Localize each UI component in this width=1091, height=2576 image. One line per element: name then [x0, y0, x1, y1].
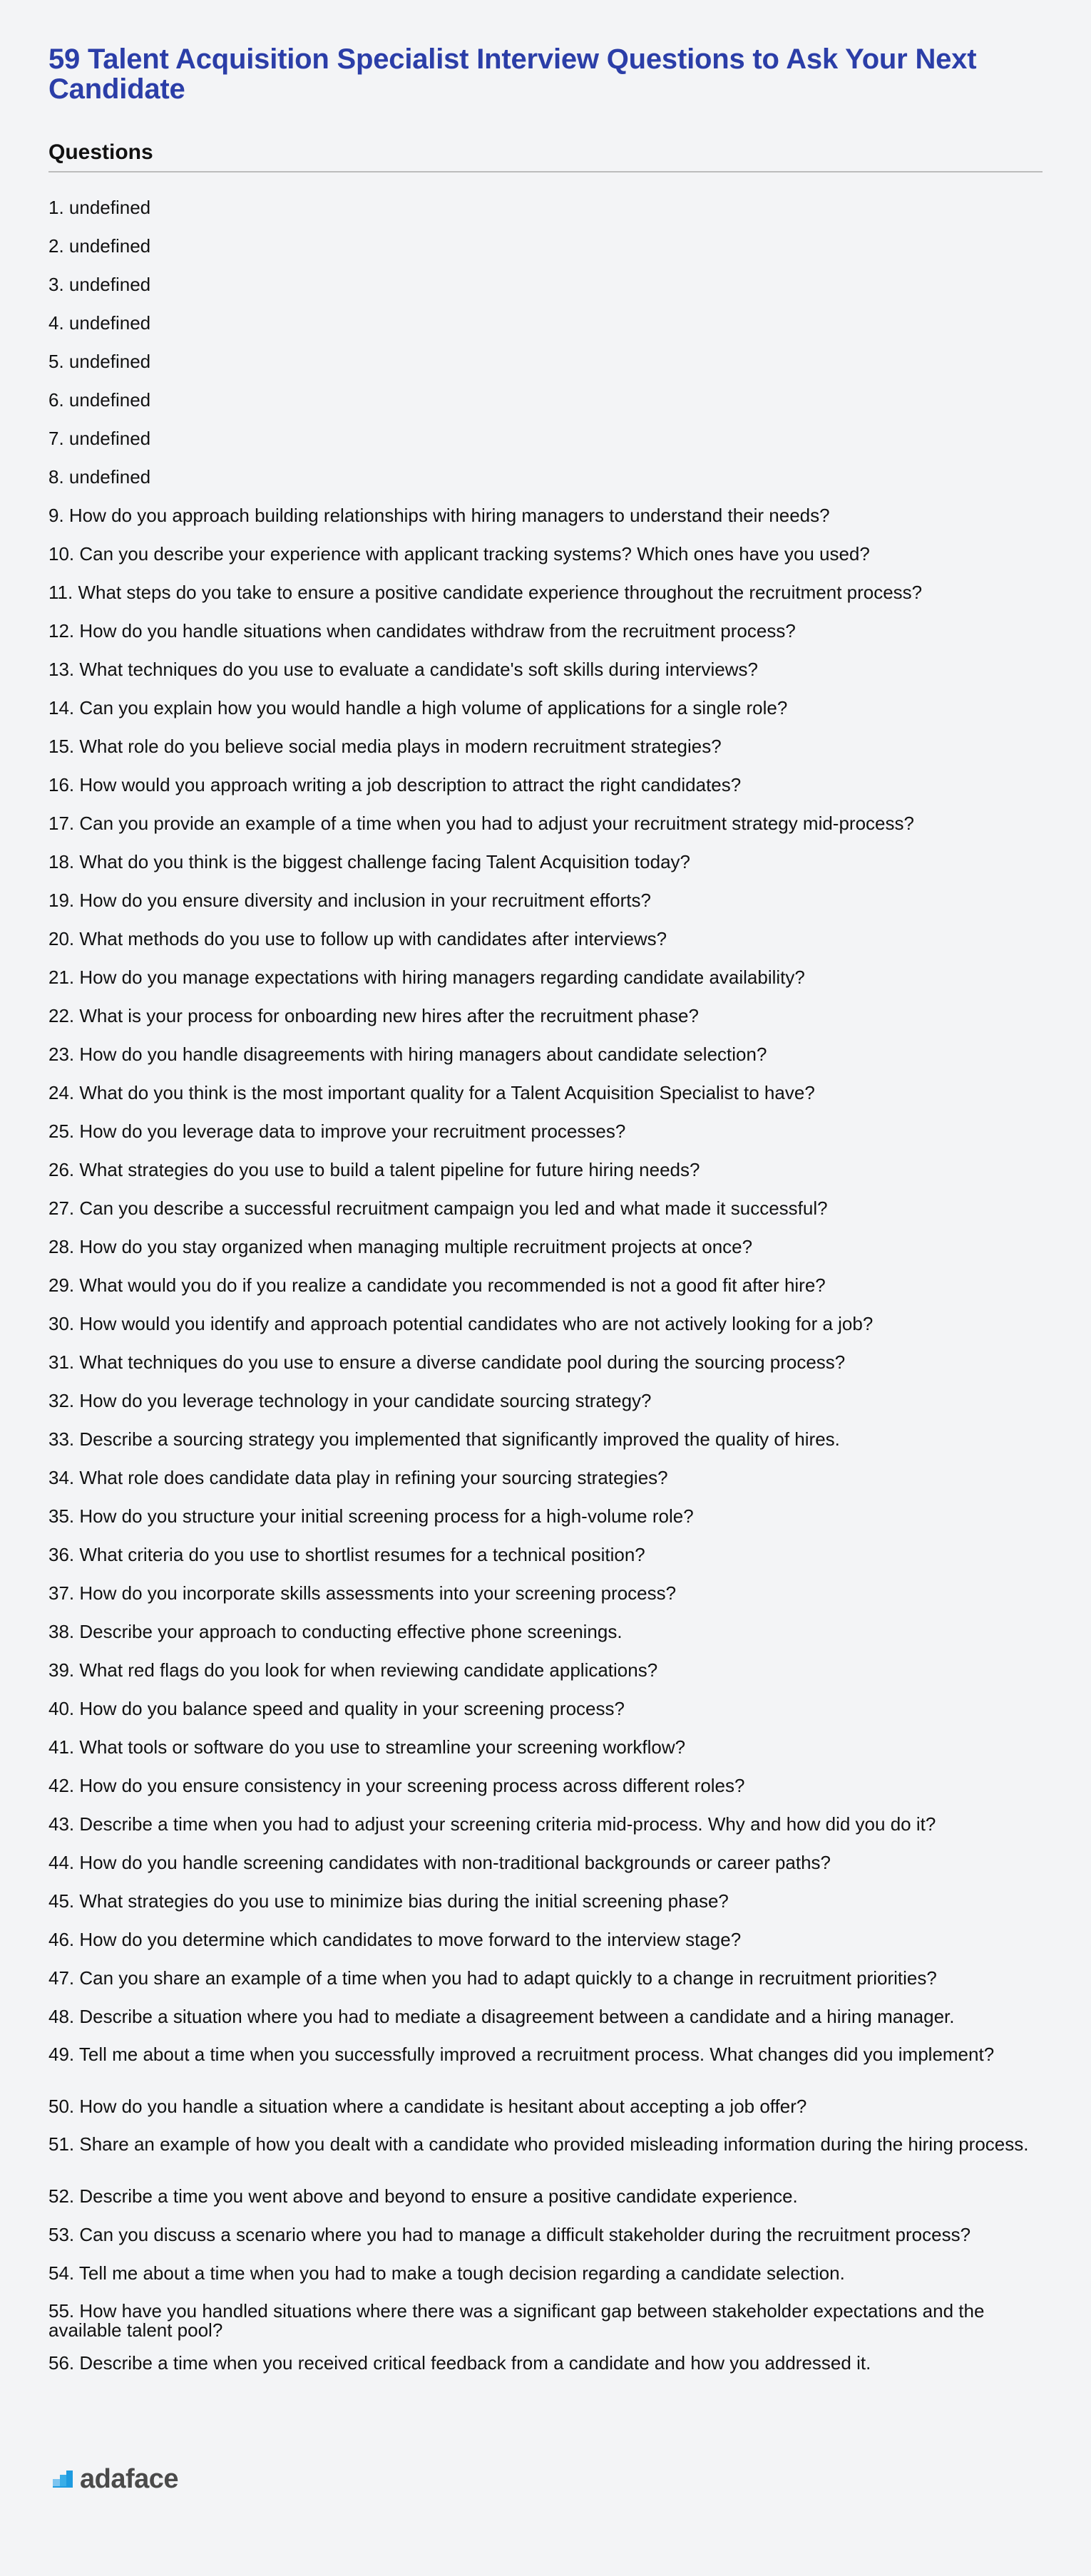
question-item: 24. What do you think is the most important quality for a Talent Acquisition Specialist to have? — [48, 1082, 815, 1103]
question-item: 9. How do you approach building relationships with hiring managers to understand their needs? — [48, 505, 830, 526]
question-item: 1. undefined — [48, 197, 151, 218]
question-item: 44. How do you handle screening candidates with non-traditional backgrounds or career paths? — [48, 1852, 831, 1873]
question-item: 15. What role do you believe social media plays in modern recruitment strategies? — [48, 736, 722, 757]
question-item: 5. undefined — [48, 351, 151, 372]
question-item: 29. What would you do if you realize a candidate you recommended is not a good fit after hire? — [48, 1274, 826, 1296]
question-item: 8. undefined — [48, 466, 151, 488]
question-item: 43. Describe a time when you had to adjust your screening criteria mid-process. Why and how did you do it? — [48, 1813, 936, 1835]
question-item: 42. How do you ensure consistency in your screening process across different roles? — [48, 1775, 745, 1796]
question-item: 36. What criteria do you use to shortlist resumes for a technical position? — [48, 1544, 645, 1565]
brand-name: adaface — [80, 2464, 179, 2494]
adaface-logo-icon — [53, 2469, 74, 2489]
question-item: 17. Can you provide an example of a time when you had to adjust your recruitment strategy mid-process? — [48, 813, 914, 834]
question-item: 33. Describe a sourcing strategy you implemented that significantly improved the quality of hires. — [48, 1428, 840, 1450]
question-item: 55. How have you handled situations where there was a significant gap between stakeholder expectations and the available talent pool? — [48, 2300, 985, 2341]
question-item: 6. undefined — [48, 389, 151, 411]
question-item: 20. What methods do you use to follow up with candidates after interviews? — [48, 928, 667, 949]
question-item: 28. How do you stay organized when managing multiple recruitment projects at once? — [48, 1236, 753, 1257]
question-item: 51. Share an example of how you dealt with a candidate who provided misleading information during the hiring process. — [48, 2133, 1029, 2155]
question-list — [48, 194, 1043, 2388]
question-item: 31. What techniques do you use to ensure a diverse candidate pool during the sourcing process? — [48, 1351, 846, 1373]
question-item: 23. How do you handle disagreements with hiring managers about candidate selection? — [48, 1044, 767, 1065]
question-item: 32. How do you leverage technology in your candidate sourcing strategy? — [48, 1390, 652, 1411]
question-item: 37. How do you incorporate skills assessments into your screening process? — [48, 1582, 677, 1604]
question-item: 52. Describe a time you went above and beyond to ensure a positive candidate experience. — [48, 2185, 798, 2207]
question-item: 40. How do you balance speed and quality in your screening process? — [48, 1698, 625, 1719]
question-item: 30. How would you identify and approach potential candidates who are not actively looking for a job? — [48, 1313, 874, 1334]
question-item: 50. How do you handle a situation where a candidate is hesitant about accepting a job offer? — [48, 2096, 807, 2117]
question-item: 49. Tell me about a time when you successfully improved a recruitment process. What changes did you implement? — [48, 2044, 995, 2065]
question-item: 41. What tools or software do you use to streamline your screening workflow? — [48, 1736, 686, 1758]
section-heading: Questions — [48, 140, 153, 164]
question-item: 34. What role does candidate data play in refining your sourcing strategies? — [48, 1467, 668, 1488]
question-item: 53. Can you discuss a scenario where you had to manage a difficult stakeholder during the recruitment process? — [48, 2224, 971, 2245]
question-item: 2. undefined — [48, 235, 151, 257]
question-item: 13. What techniques do you use to evaluate a candidate's soft skills during interviews? — [48, 659, 758, 680]
questions-page — [48, 44, 1043, 2388]
question-item: 56. Describe a time when you received critical feedback from a candidate and how you addressed it. — [48, 2352, 871, 2374]
question-item: 47. Can you share an example of a time when you had to adapt quickly to a change in recruitment priorities? — [48, 1967, 937, 1989]
question-item: 54. Tell me about a time when you had to make a tough decision regarding a candidate selection. — [48, 2262, 845, 2284]
question-item: 22. What is your process for onboarding new hires after the recruitment phase? — [48, 1005, 699, 1026]
question-item: 45. What strategies do you use to minimize bias during the initial screening phase? — [48, 1890, 729, 1912]
question-item: 10. Can you describe your experience with applicant tracking systems? Which ones have you used? — [48, 543, 870, 565]
page-title: 59 Talent Acquisition Specialist Interview Questions to Ask Your Next Candidate — [48, 43, 977, 105]
question-item: 19. How do you ensure diversity and inclusion in your recruitment efforts? — [48, 890, 651, 911]
question-item: 14. Can you explain how you would handle a high volume of applications for a single role? — [48, 697, 788, 718]
question-item: 18. What do you think is the biggest challenge facing Talent Acquisition today? — [48, 851, 690, 872]
question-item: 4. undefined — [48, 312, 151, 334]
section-divider — [48, 171, 1043, 172]
question-item: 27. Can you describe a successful recruitment campaign you led and what made it successful? — [48, 1197, 828, 1219]
question-item: 38. Describe your approach to conducting effective phone screenings. — [48, 1621, 623, 1642]
question-item: 26. What strategies do you use to build a talent pipeline for future hiring needs? — [48, 1159, 700, 1180]
question-item: 12. How do you handle situations when candidates withdraw from the recruitment process? — [48, 620, 796, 642]
question-item: 7. undefined — [48, 428, 151, 449]
question-item: 11. What steps do you take to ensure a positive candidate experience throughout the recruitment process? — [48, 582, 923, 603]
question-item: 35. How do you structure your initial screening process for a high-volume role? — [48, 1505, 694, 1527]
question-item: 46. How do you determine which candidates to move forward to the interview stage? — [48, 1929, 742, 1950]
question-item: 25. How do you leverage data to improve your recruitment processes? — [48, 1120, 626, 1142]
question-item: 48. Describe a situation where you had to mediate a disagreement between a candidate and a hiring manager. — [48, 2006, 955, 2027]
question-item: 21. How do you manage expectations with hiring managers regarding candidate availability? — [48, 967, 805, 988]
question-item: 3. undefined — [48, 274, 151, 295]
brand-footer — [53, 2465, 178, 2493]
question-item: 16. How would you approach writing a job description to attract the right candidates? — [48, 774, 742, 795]
question-item: 39. What red flags do you look for when reviewing candidate applications? — [48, 1659, 658, 1681]
